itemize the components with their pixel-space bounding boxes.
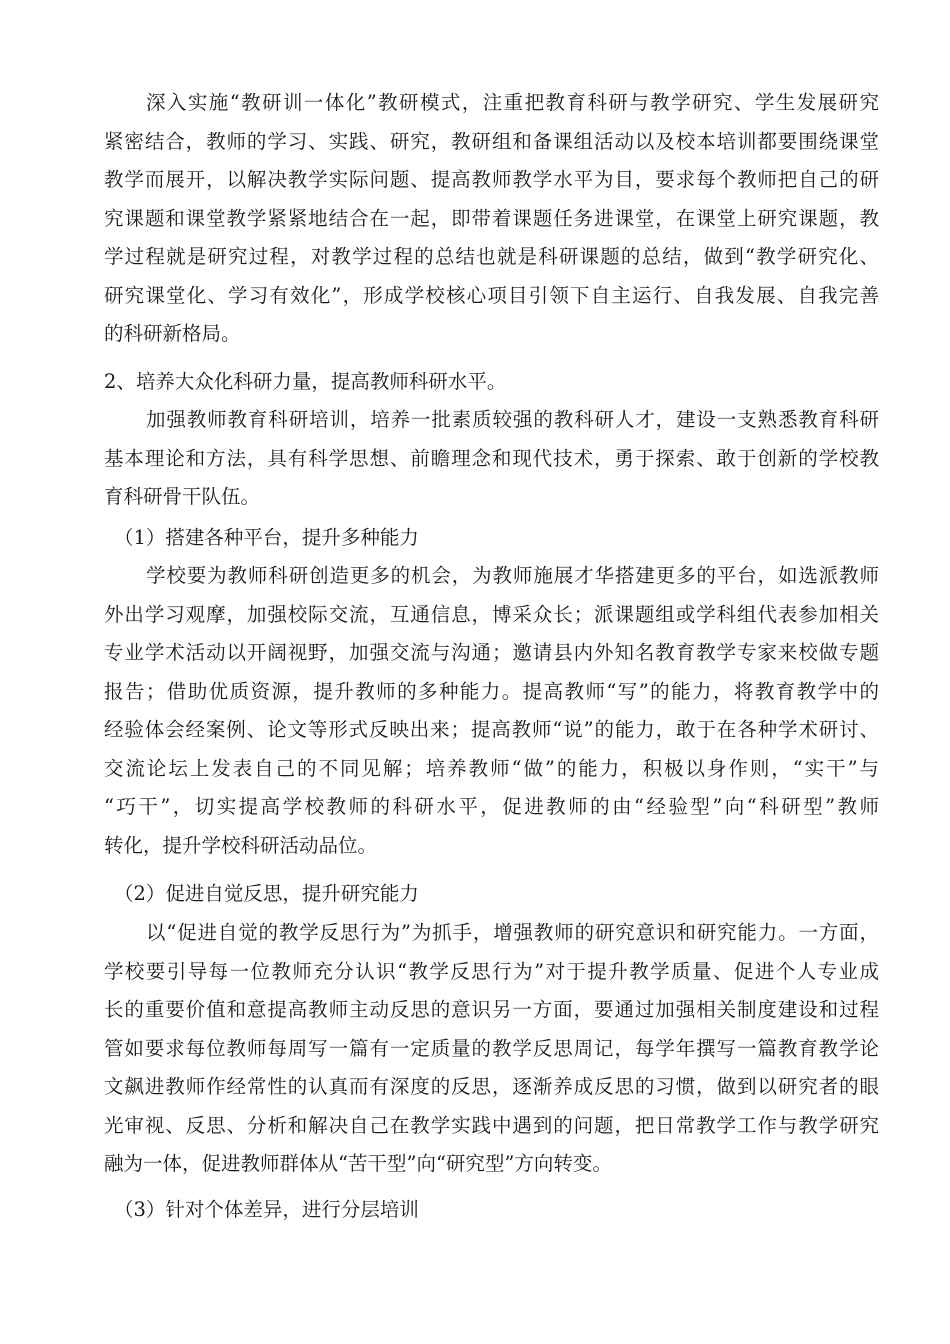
body-paragraph — [104, 84, 879, 354]
text-line: 教学而展开，以解决教学实际问题、提高教师教学水平为目，要求每个教师把自己的研 — [104, 168, 879, 191]
text-line: 学校要引导每一位教师充分认识“教学反思行为”对于提升教学质量、促进个人专业成 — [104, 959, 879, 983]
text-line: 学校要为教师科研创造更多的机会，为教师施展才华搭建更多的平台，如选派教师 — [146, 564, 879, 587]
text-line: 转化，提升学校科研活动品位。 — [104, 833, 378, 857]
subsection-heading — [104, 519, 879, 558]
text-line: 长的重要价值和意提高教师主动反思的意识另一方面，要通过加强相关制度建设和过程 — [104, 998, 879, 1021]
body-paragraph — [104, 914, 879, 1184]
text-line: “巧干”，切实提高学校教师的科研水平，促进教师的由“经验型”向“科研型”教师 — [104, 795, 879, 818]
subsection-heading — [104, 1191, 879, 1230]
text-line: 文飙进教师作经常性的认真而有深度的反思，逐渐养成反思的习惯，做到以研究者的眼 — [104, 1075, 879, 1098]
text-line: 研究课堂化、学习有效化”，形成学校核心项目引领下自主运行、自我发展、自我完善 — [104, 283, 879, 307]
subheading-text: （1）搭建各种平台，提升多种能力 — [114, 526, 419, 549]
text-line: 的科研新格局。 — [104, 322, 241, 345]
text-line: 紧密结合，教师的学习、实践、研究，教研组和备课组活动以及校本培训都要围绕课堂 — [104, 129, 879, 153]
subsection-heading — [104, 875, 879, 914]
text-line: 经验体会经案例、论文等形式反映出来；提高教师“说”的能力，敢于在各种学术研讨、 — [104, 718, 879, 741]
text-line: 究课题和课堂教学紧紧地结合在一起，即带着课题任务进课堂，在课堂上研究课题，教 — [104, 206, 879, 230]
text-line: 加强教师教育科研培训，培养一批素质较强的教科研人才，建设一支熟悉教育科研 — [146, 408, 879, 431]
subheading-text: （2）促进自觉反思，提升研究能力 — [114, 882, 419, 905]
text-line: 融为一体，促进教师群体从“苦干型”向“研究型”方向转变。 — [104, 1152, 612, 1175]
body-paragraph — [104, 557, 879, 865]
text-line: 管如要求每位教师每周写一篇有一定质量的教学反思周记，每学年撰写一篇教育教学论 — [104, 1036, 879, 1060]
text-line: 专业学术活动以开阔视野，加强交流与沟通；邀请县内外知名教育教学专家来校做专题 — [104, 641, 879, 664]
body-paragraph — [104, 401, 879, 517]
text-line: 育科研骨干队伍。 — [104, 485, 261, 508]
section-heading — [104, 363, 879, 402]
heading-text: 2、培养大众化科研力量，提高教师科研水平。 — [104, 370, 507, 393]
text-line: 外出学习观摩，加强校际交流，互通信息，博采众长；派课题组或学科组代表参加相关 — [104, 602, 879, 626]
text-line: 基本理论和方法，具有科学思想、前瞻理念和现代技术，勇于探索、敢于创新的学校教 — [104, 446, 879, 470]
text-line: 深入实施“教研训一体化”教研模式，注重把教育科研与教学研究、学生发展研究 — [146, 91, 879, 114]
text-line: 光审视、反思、分析和解决自己在教学实践中遇到的问题，把日常教学工作与教学研究 — [104, 1113, 879, 1137]
text-line: 交流论坛上发表自己的不同见解；培养教师“做”的能力，积极以身作则，“实干”与 — [104, 756, 879, 780]
text-line: 学过程就是研究过程，对教学过程的总结也就是科研课题的总结，做到“教学研究化、 — [104, 245, 879, 268]
subheading-text: （3）针对个体差异，进行分层培训 — [114, 1198, 419, 1221]
text-line: 以“促进自觉的教学反思行为”为抓手，增强教师的研究意识和研究能力。一方面， — [146, 921, 879, 944]
text-line: 报告；借助优质资源，提升教师的多种能力。提高教师“写”的能力，将教育教学中的 — [104, 679, 879, 703]
